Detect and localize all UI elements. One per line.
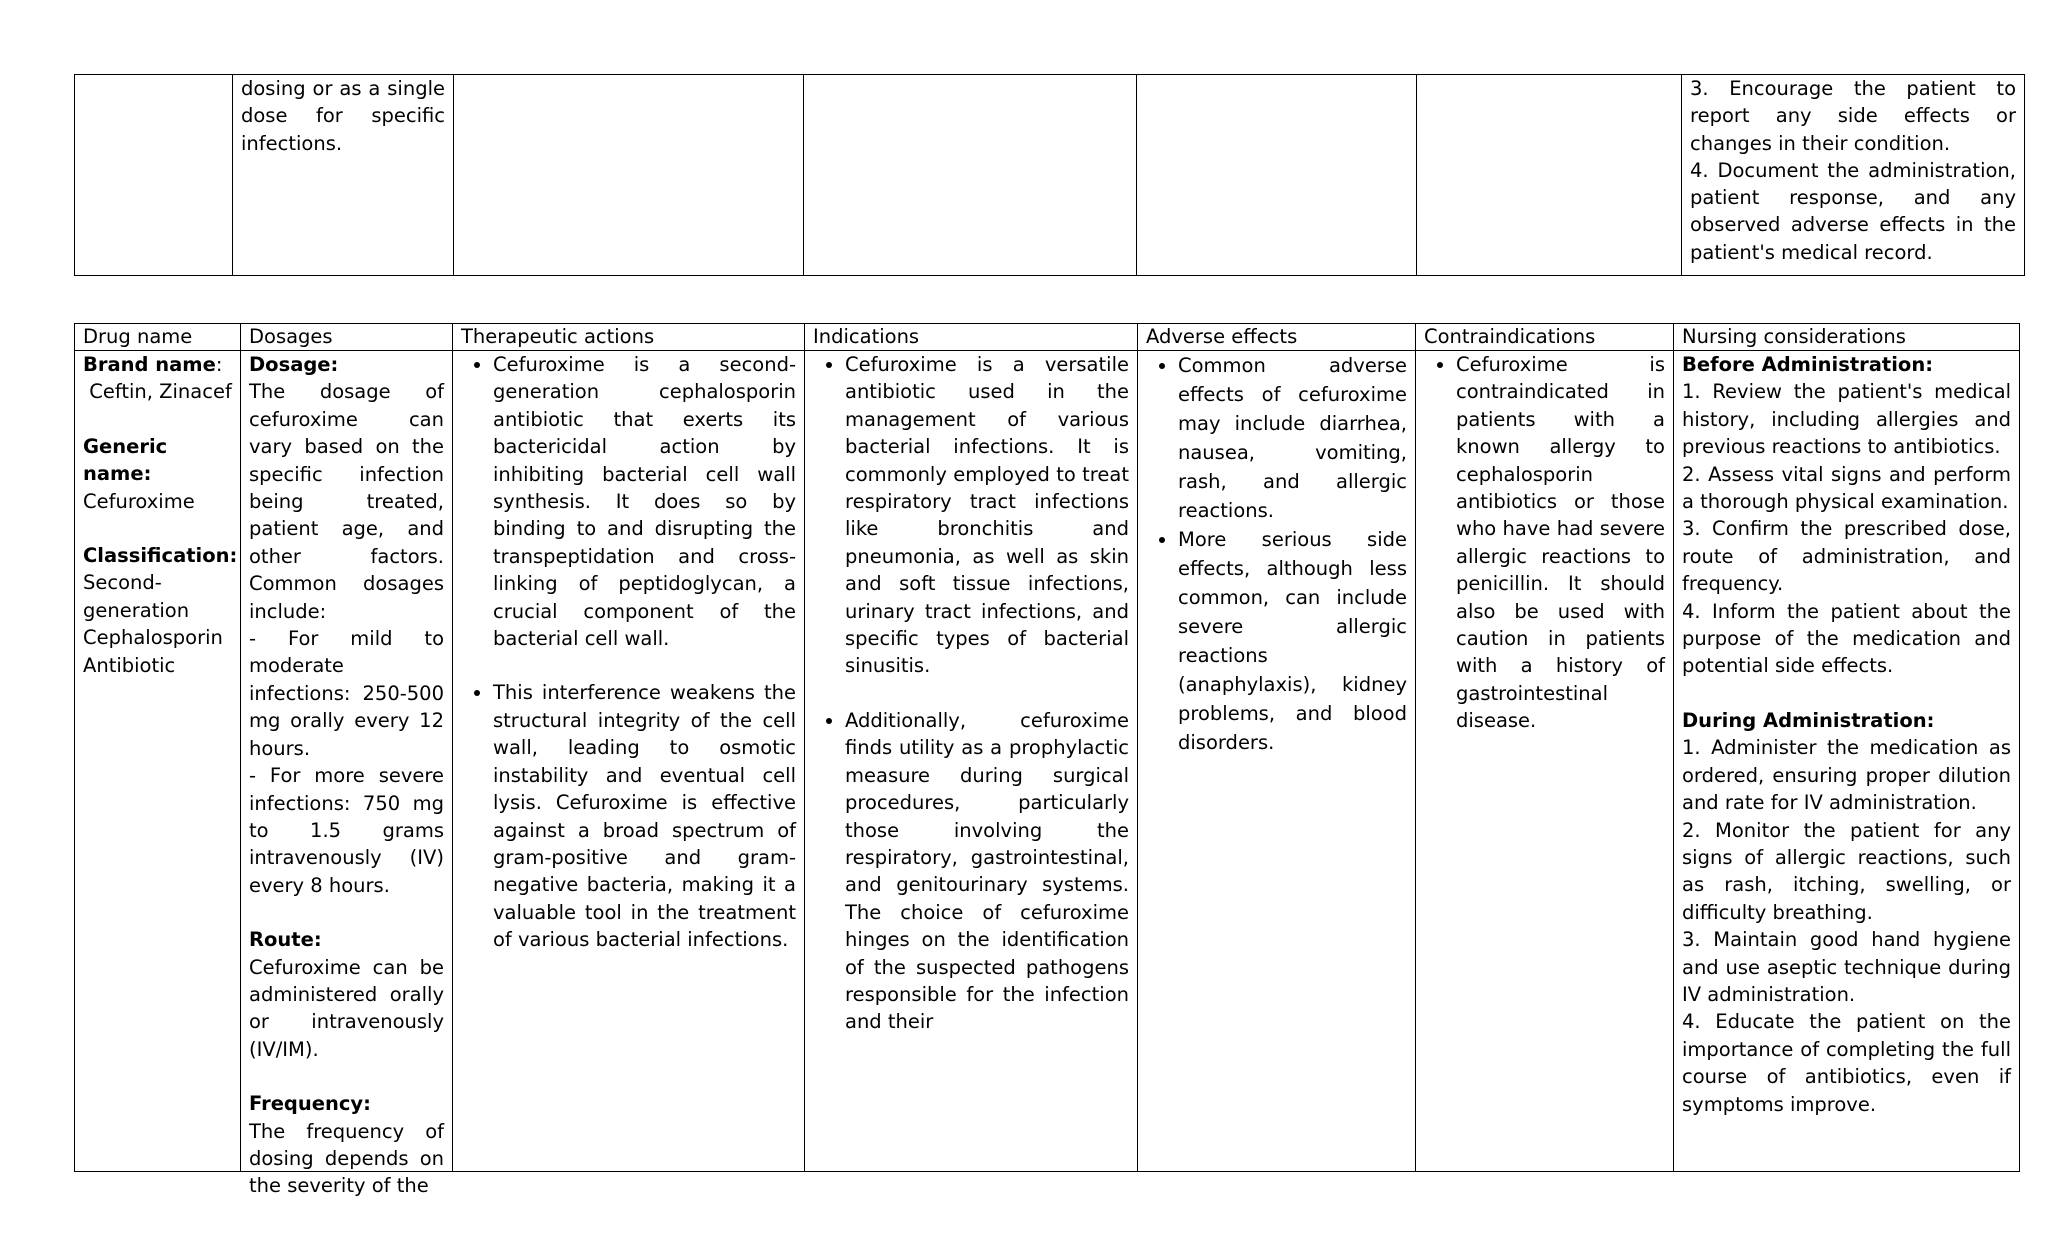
adverse-cell [1138,351,1416,1172]
list-item: • More serious side effects, although less common, can include severe allergic reactions (anaphylaxis), kidney problems, and blood disorders. [1178,525,1407,757]
list-item: • Cefuroxime is a second-generation cephalosporin antibiotic that exerts its bactericidal action by inhibiting bacterial cell wall synthesis. It does so by binding to and disrupting the transpeptidation and cross-linking of peptidoglycan, a crucial component of the bacterial cell wall. [493,351,796,652]
generic-label: Generic name: [83,434,168,486]
nursing-cell [1682,75,2025,276]
therapeutic-cell [454,75,804,276]
route-label: Route: [249,928,322,952]
generic-value: Cefuroxime [83,489,195,513]
header-contraindications: Contraindications [1416,324,1674,351]
dosage-label: Dosage: [249,353,339,376]
classification-label: Classification: [83,544,238,568]
brand-value: Ceftin, Zinacef [89,380,232,404]
nursing-item: 1. Review the patient's medical history, including allergies and previous reactions to antibiotics. [1682,380,2011,459]
dosage-severe: - For more severe infections: 750 mg to 1.5 grams intravenously (IV) every 8 hours. [249,764,444,897]
frequency-text: The frequency of dosing depends on the severity of the [249,1119,444,1198]
brand-colon: : [215,353,223,376]
indications-cell [805,351,1138,1172]
header-row [75,324,2020,351]
during-label: During Administration: [1682,708,1935,732]
classification-value: Second-generation Cephalosporin Antibiotic [83,571,223,677]
nursing-item: 4. Educate the patient on the importance of completing the full course of antibiotics, even if symptoms improve. [1682,1010,2011,1116]
nursing-item: 2. Monitor the patient for any signs of allergic reactions, such as rash, itching, swelling, or difficulty breathing. [1682,818,2011,924]
nursing-cell [1674,351,2020,1172]
list-item: • Additionally, cefuroxime finds utility as a prophylactic measure during surgical procedures, particularly those involving the respiratory, gastrointestinal, and genitourinary systems. The choice of cefuroxime hinges on the identification of the suspected pathogens responsible for the infection and their [845,707,1129,1036]
nursing-item: 3. Confirm the prescribed dose, route of administration, and frequency. [1682,517,2011,596]
nursing-item: 4. Document the administration, patient response, and any observed adverse effects in the patient's medical record. [1690,158,2016,264]
header-indications: Indications [805,324,1138,351]
nursing-item: 1. Administer the medication as ordered, ensuring proper dilution and rate for IV administration. [1682,736,2011,815]
nursing-item: 4. Inform the patient about the purpose of the medication and potential side effects. [1682,599,2011,678]
adverse-list [1146,351,1407,757]
route-text: Cefuroxime can be administered orally or intravenously (IV/IM). [249,955,444,1061]
nursing-item: 3. Maintain good hand hygiene and use aseptic technique during IV administration. [1682,928,2011,1006]
therapeutic-cell [453,351,805,1172]
dosage-mild: - For mild to moderate infections: 250-500 mg orally every 12 hours. [249,627,444,760]
before-label: Before Administration: [1682,353,1934,376]
header-drug-name: Drug name [75,324,241,351]
header-dosages: Dosages [241,324,453,351]
list-item: • Cefuroxime is contraindicated in patients with a known allergy to cephalosporin antibiotics or those who have had severe allergic reactions to penicillin. It should also be used with caution in patients with a history of gastrointestinal disease. [1456,351,1665,735]
table-row [75,75,2025,276]
indications-list [813,351,1129,1036]
nursing-item: 2. Assess vital signs and perform a thorough physical examination. [1682,462,2011,514]
drug-table [74,323,2020,1198]
dosages-cell [241,351,453,1198]
brand-label: Brand name [83,353,216,376]
frequency-label: Frequency: [249,1092,371,1116]
drug-name-cell [75,75,233,276]
list-item: • Cefuroxime is a versatile antibiotic used in the management of various bacterial infections. It is commonly employed to treat respiratory tract infections like bronchitis and pneumonia, as well as skin and soft tissue infections, urinary tract infections, and specific types of bacterial sinusitis. [845,351,1129,680]
dosing-continuation: dosing or as a single dose for specific infections. [241,77,445,155]
list-item: • This interference weakens the structural integrity of the cell wall, leading to osmotic instability and eventual cell lysis. Cefuroxime is effective against a broad spectrum of gram-positive and gram-negative bacteria, making it a valuable tool in the treatment of various bacterial infections. [493,679,796,953]
contraindications-cell [1417,75,1682,276]
adverse-cell [1137,75,1417,276]
dosages-cell [233,75,454,276]
header-therapeutic-actions: Therapeutic actions [453,324,805,351]
therapeutic-list [461,351,796,954]
table-row [75,351,2020,1172]
list-item: • Common adverse effects of cefuroxime may include diarrhea, nausea, vomiting, rash, and allergic reactions. [1178,351,1407,525]
header-nursing-considerations: Nursing considerations [1674,324,2020,351]
dosage-text: The dosage of cefuroxime can vary based on the specific infection being treated, patient age, and other factors. Common dosages include: [249,380,444,623]
continuation-table [74,74,2025,276]
contraindications-list [1424,351,1665,735]
drug-name-cell [75,351,241,1172]
contraindications-cell [1416,351,1674,1172]
nursing-item: 3. Encourage the patient to report any side effects or changes in their condition. [1690,77,2016,155]
indications-cell [804,75,1137,276]
header-adverse-effects: Adverse effects [1138,324,1416,351]
